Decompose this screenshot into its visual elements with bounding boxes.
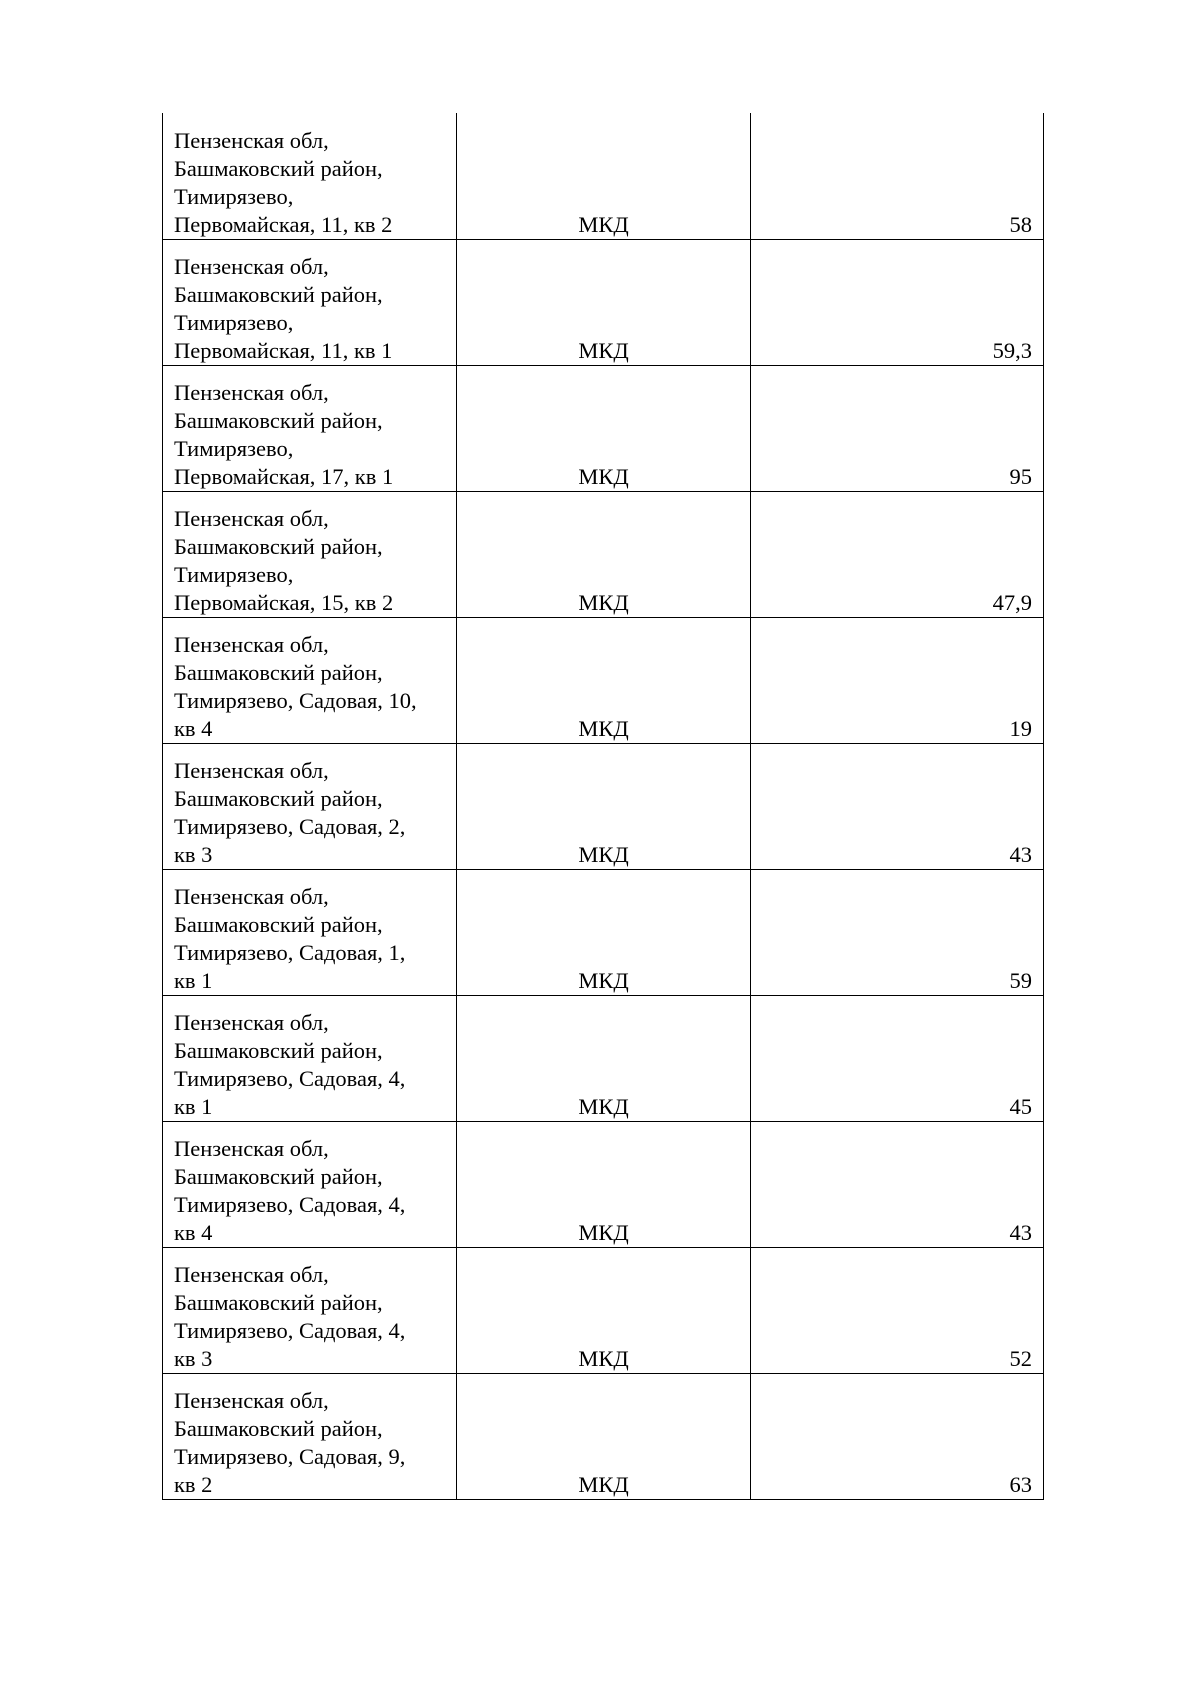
address-cell [163, 995, 457, 1121]
address-line: Пензенская обл, [174, 1009, 329, 1035]
table-row [163, 995, 1044, 1121]
address-cell [163, 743, 457, 869]
property-type-cell: МКД [457, 869, 751, 995]
table-row [163, 869, 1044, 995]
address-line: Тимирязево, Садовая, 1, [174, 939, 406, 965]
table-row [163, 365, 1044, 491]
address-cell [163, 491, 457, 617]
address-line: Пензенская обл, [174, 253, 329, 279]
property-type-cell: МКД [457, 995, 751, 1121]
table-row [163, 239, 1044, 365]
table-row [163, 743, 1044, 869]
area-cell: 19 [751, 617, 1044, 743]
table-row [163, 617, 1044, 743]
address-line: Башмаковский район, [174, 785, 383, 811]
property-type-cell: МКД [457, 365, 751, 491]
address-line: кв 4 [174, 715, 213, 741]
address-line: Пензенская обл, [174, 127, 329, 153]
address-line: Пензенская обл, [174, 505, 329, 531]
area-cell: 59,3 [751, 239, 1044, 365]
address-line: Башмаковский район, [174, 1289, 383, 1315]
table-row [163, 1121, 1044, 1247]
address-cell [163, 365, 457, 491]
area-cell: 45 [751, 995, 1044, 1121]
address-line: Тимирязево, Садовая, 4, [174, 1065, 406, 1091]
area-cell: 52 [751, 1247, 1044, 1373]
address-line: Пензенская обл, [174, 379, 329, 405]
address-cell [163, 239, 457, 365]
address-line: Тимирязево, Садовая, 10, [174, 687, 417, 713]
address-line: Башмаковский район, [174, 407, 383, 433]
address-line: Башмаковский район, [174, 659, 383, 685]
address-line: Тимирязево, Садовая, 4, [174, 1317, 406, 1343]
property-type-cell: МКД [457, 239, 751, 365]
address-line: Тимирязево, [174, 561, 294, 587]
table-row [163, 113, 1044, 239]
area-cell: 47,9 [751, 491, 1044, 617]
address-line: кв 1 [174, 1093, 213, 1119]
address-cell [163, 1121, 457, 1247]
area-cell: 63 [751, 1373, 1044, 1499]
table-row [163, 491, 1044, 617]
address-line: Башмаковский район, [174, 155, 383, 181]
address-line: Тимирязево, Садовая, 2, [174, 813, 406, 839]
address-line: Башмаковский район, [174, 281, 383, 307]
address-line: Башмаковский район, [174, 1415, 383, 1441]
table-row [163, 1247, 1044, 1373]
property-type-cell: МКД [457, 1121, 751, 1247]
address-line: Пензенская обл, [174, 631, 329, 657]
address-line: Первомайская, 17, кв 1 [174, 463, 394, 489]
address-line: Пензенская обл, [174, 1387, 329, 1413]
address-line: Тимирязево, [174, 435, 294, 461]
property-table [162, 113, 1044, 1500]
address-cell [163, 113, 457, 239]
property-type-cell: МКД [457, 617, 751, 743]
address-line: кв 2 [174, 1471, 213, 1497]
property-table-body [163, 113, 1044, 1499]
property-type-cell: МКД [457, 491, 751, 617]
address-line: кв 1 [174, 967, 213, 993]
address-line: Тимирязево, Садовая, 9, [174, 1443, 406, 1469]
area-cell: 43 [751, 1121, 1044, 1247]
property-type-cell: МКД [457, 743, 751, 869]
address-line: Тимирязево, Садовая, 4, [174, 1191, 406, 1217]
property-type-cell: МКД [457, 113, 751, 239]
address-line: Первомайская, 15, кв 2 [174, 589, 394, 615]
address-line: Башмаковский район, [174, 911, 383, 937]
address-line: кв 4 [174, 1219, 213, 1245]
address-line: кв 3 [174, 1345, 213, 1371]
area-cell: 58 [751, 113, 1044, 239]
address-line: Башмаковский район, [174, 1163, 383, 1189]
table-row [163, 1373, 1044, 1499]
address-cell [163, 869, 457, 995]
address-line: Башмаковский район, [174, 1037, 383, 1063]
property-type-cell: МКД [457, 1247, 751, 1373]
address-line: Пензенская обл, [174, 1261, 329, 1287]
address-line: Тимирязево, [174, 183, 294, 209]
address-line: Первомайская, 11, кв 1 [174, 337, 393, 363]
address-line: Тимирязево, [174, 309, 294, 335]
area-cell: 43 [751, 743, 1044, 869]
address-line: кв 3 [174, 841, 213, 867]
address-cell [163, 1247, 457, 1373]
address-line: Пензенская обл, [174, 757, 329, 783]
address-line: Пензенская обл, [174, 1135, 329, 1161]
area-cell: 59 [751, 869, 1044, 995]
address-line: Первомайская, 11, кв 2 [174, 211, 393, 237]
address-cell [163, 1373, 457, 1499]
area-cell: 95 [751, 365, 1044, 491]
address-cell [163, 617, 457, 743]
property-type-cell: МКД [457, 1373, 751, 1499]
address-line: Пензенская обл, [174, 883, 329, 909]
address-line: Башмаковский район, [174, 533, 383, 559]
